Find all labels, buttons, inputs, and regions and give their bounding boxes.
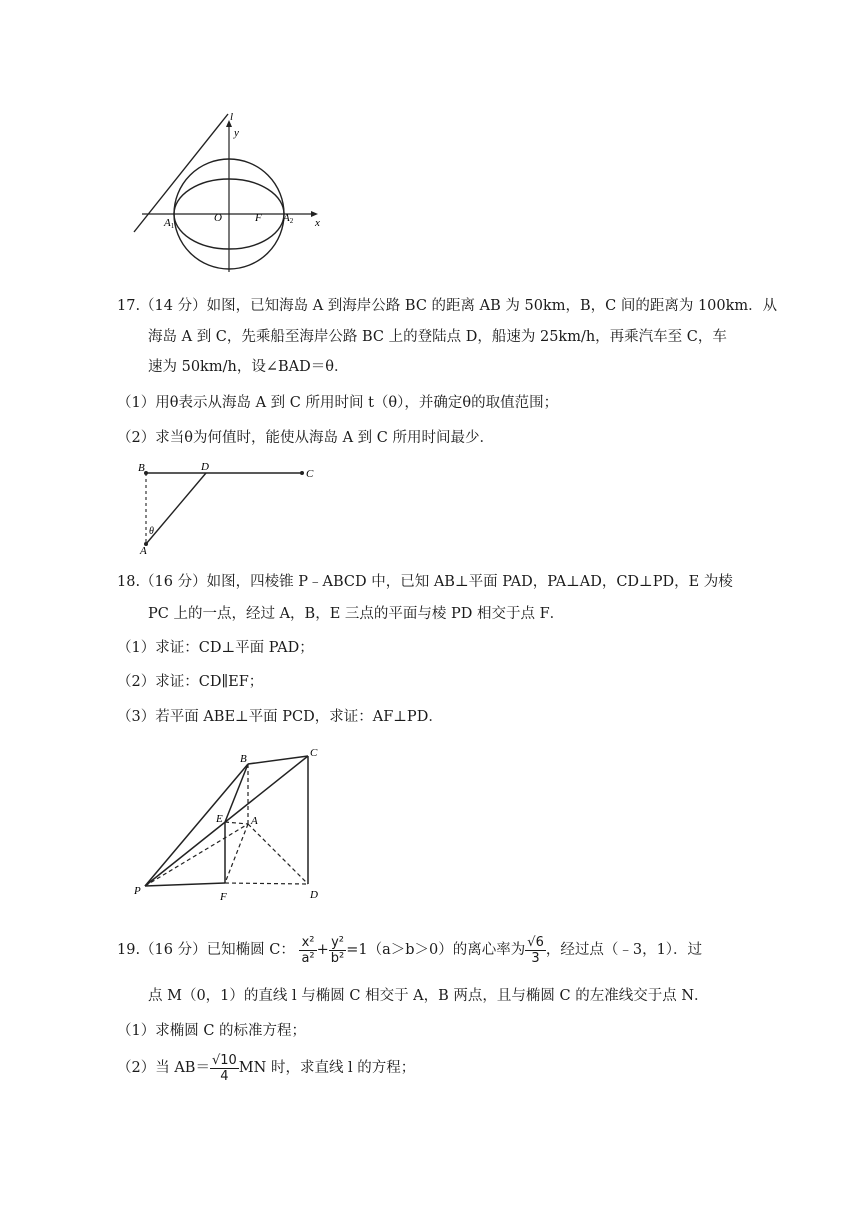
edge-pb	[145, 764, 248, 886]
label-c: C	[306, 468, 314, 480]
q18-line2: PC 上的一点，经过 A，B，E 三点的平面与棱 PD 相交于点 F．	[148, 606, 565, 622]
label-O: O	[214, 212, 222, 224]
segment-ad	[146, 473, 206, 544]
q18-part1: （1）求证：CD⊥平面 PAD；	[117, 640, 314, 656]
q17-line3: 速为 50km/h，设∠BAD＝θ．	[148, 359, 349, 375]
label-d: D	[201, 461, 209, 473]
edge-pf	[145, 883, 225, 886]
q17-part2: （2）求当θ为何值时，能使从海岛 A 到 C 所用时间最少．	[117, 430, 494, 446]
label-a: A	[251, 815, 258, 827]
fraction-sqrt10-4: $\frac{√10}{4}$	[211, 1052, 237, 1084]
label-F: F	[255, 212, 262, 224]
label-b: B	[138, 462, 145, 474]
q19-prefix: 19.（16 分）已知椭圆 C：	[117, 942, 295, 958]
q19-part2-suffix: MN 时，求直线 l 的方程；	[238, 1060, 416, 1076]
label-e: E	[216, 813, 223, 825]
edge-af	[225, 824, 248, 883]
figure-pyramid	[130, 742, 330, 910]
figure-island-road	[134, 460, 324, 556]
fraction-y2-b2: $\frac{\text{y²}}{\text{b²}}$	[330, 934, 345, 966]
fraction-x2-a2: $\frac{\text{x²}}{\text{a²}}$	[301, 934, 315, 966]
q17-part1: （1）用θ表示从海岛 A 到 C 所用时间 t（θ），并确定θ的取值范围；	[117, 395, 559, 411]
label-p: P	[134, 885, 141, 897]
label-d: D	[310, 889, 318, 901]
q18-part3: （3）若平面 ABE⊥平面 PCD，求证：AF⊥PD．	[117, 709, 443, 725]
fraction-eccentricity: $\frac{√6}{3}$	[527, 934, 544, 966]
q17-line1: 17.（14 分）如图，已知海岛 A 到海岸公路 BC 的距离 AB 为 50km，B，C 间的距离为 100km．从	[117, 298, 778, 314]
label-x: x	[315, 217, 320, 229]
q19-plus: +	[316, 942, 329, 958]
q19-part2-prefix: （2）当 AB＝	[117, 1060, 210, 1076]
edge-ad	[248, 824, 308, 884]
label-b: B	[240, 753, 247, 765]
edge-pa	[145, 824, 248, 886]
q19-part1: （1）求椭圆 C 的标准方程；	[117, 1023, 307, 1039]
q19-part2	[117, 1048, 415, 1088]
q19-after-ecc: ，经过点（﹣3，1）．过	[545, 942, 703, 958]
label-c: C	[310, 747, 318, 759]
q18-line1: 18.（16 分）如图，四棱锥 P﹣ABCD 中，已知 AB⊥平面 PAD，PA⊥AD，CD⊥PD，E 为棱	[117, 574, 733, 590]
q19-after-eq: =1（a＞b＞0）的离心率为	[346, 942, 526, 958]
q19-line1	[117, 930, 702, 970]
label-f: F	[220, 891, 227, 903]
point-c	[300, 471, 304, 475]
label-A2: A2	[283, 212, 294, 225]
label-theta: θ	[149, 526, 154, 537]
q18-part2: （2）求证：CD∥EF；	[117, 674, 264, 690]
edge-fd	[225, 883, 308, 884]
q17-line2: 海岛 A 到 C，先乘船至海岸公路 BC 上的登陆点 D，船速为 25km/h，再乘汽车至 C，车	[148, 329, 727, 345]
edge-pc	[145, 756, 308, 886]
q19-line2: 点 M（0，1）的直线 l 与椭圆 C 相交于 A，B 两点，且与椭圆 C 的左准线交于点 N．	[148, 988, 709, 1004]
figure-ellipse-circle	[128, 108, 338, 276]
edge-ea	[225, 822, 248, 824]
label-y: y	[234, 127, 239, 139]
label-a: A	[140, 545, 147, 556]
label-l: l	[230, 111, 234, 123]
label-A1: A1	[164, 217, 175, 230]
